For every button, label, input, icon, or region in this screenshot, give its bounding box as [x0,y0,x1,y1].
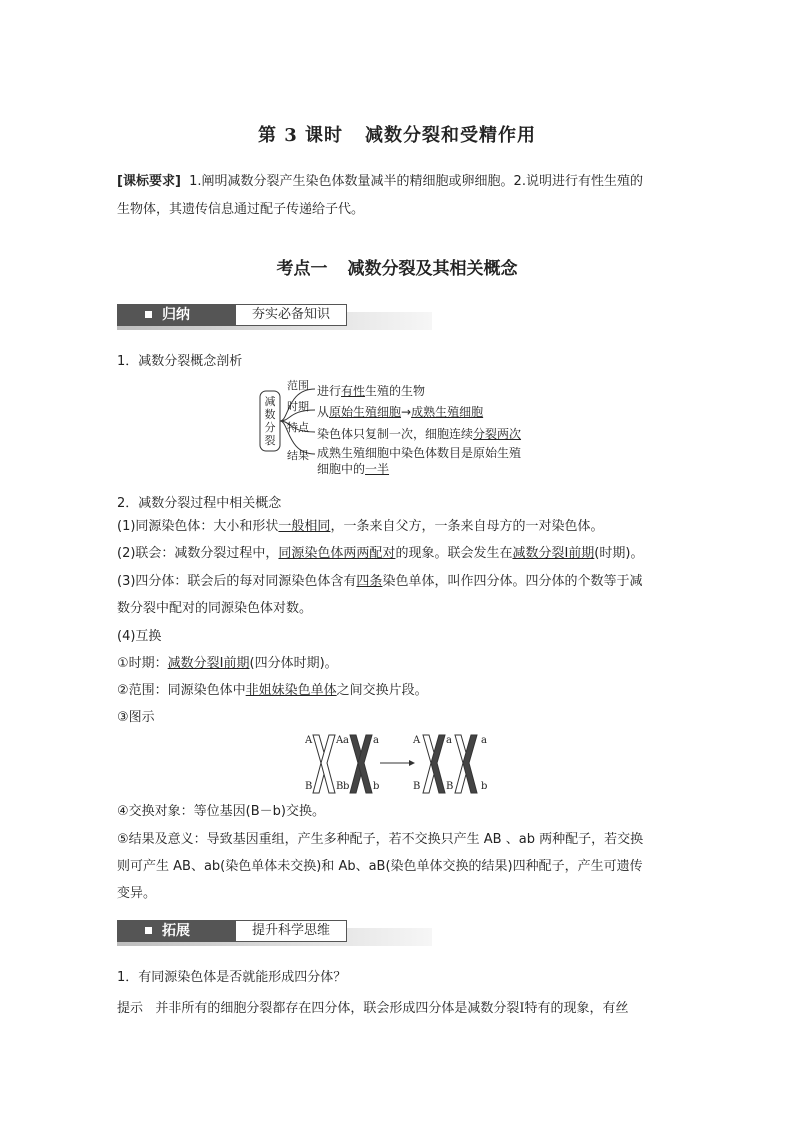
section-heading [0,254,794,279]
row-key: 特点 [287,421,309,434]
diagram-row-scope [287,377,309,393]
crossover-scope [117,682,687,700]
underlined-answer: 同源染色体两两配对 [278,546,396,561]
diagram-row-feature-text [317,425,521,442]
banner-induction [117,304,432,328]
question-1: 1．有同源染色体是否就能形成四分体？ [117,970,347,985]
underlined-answer: 减数分裂Ⅰ前期 [512,546,595,561]
banner-extension [117,920,432,944]
diagram-row-period-text [317,403,483,420]
crossover-period [117,655,687,673]
concept-synapsis [117,545,687,563]
svg-text:B: B [446,781,454,792]
row-key: 结果 [287,449,309,462]
concept-crossover: (4)互换 [117,629,162,644]
crossover-result-line1: ⑤结果及意义：导致基因重组，产生多种配子，若不交换只产生 AB 、ab 两种配子，若交换 [117,832,644,847]
crossover-result-line3: 变异。 [117,886,157,901]
curriculum-standard [117,168,682,224]
subheading-2: 2．减数分裂过程中相关概念 [117,496,282,511]
svg-text:A: A [336,735,344,746]
svg-text:b: b [481,781,488,792]
page-title [0,121,794,147]
crossover-result-line2: 则可产生 AB、ab(染色单体未交换)和 Ab、aB(染色单体交换的结果)四种配子，产生可遗传 [117,859,643,874]
tip-body: 并非所有的细胞分裂都存在四分体，联会形成四分体是减数分裂Ⅰ特有的现象，有丝 [155,1001,629,1016]
text: 的现象。联会发生在 [395,546,513,561]
underlined-answer: 减数分裂Ⅰ前期 [167,656,250,671]
concept-diagram [259,377,559,477]
banner-box: 夯实必备知识 [235,304,347,326]
row-text: 从 [317,405,330,419]
square-bullet-icon [145,311,152,318]
diagram-row-scope-text [317,382,425,399]
banner-label: 归纳 [162,307,190,323]
banner-label: 拓展 [162,923,190,939]
center-char: 分 [264,421,276,434]
concept-homologous [117,518,687,536]
text: (时期)。 [594,546,644,561]
standard-tag: [课标要求] [117,174,181,189]
crossover-figure-label: ③图示 [117,710,155,725]
concept-tetrad-line2: 数分裂中配对的同源染色体对数。 [117,601,313,616]
svg-text:A: A [413,735,421,746]
concept-tetrad [117,573,687,591]
underlined-answer: 一般相同 [278,519,331,534]
center-char: 数 [264,408,276,421]
crossover-figure [305,731,490,805]
standard-line-1: 1.阐明减数分裂产生染色体数量减半的精细胞或卵细胞。2.说明进行有性生殖的 [189,174,643,189]
text: (2)联会：减数分裂过程中， [117,546,279,561]
section-title: 减数分裂及其相关概念 [347,259,518,279]
section-number: 考点一 [276,259,328,279]
row-underline: 成熟生殖细胞 [411,405,484,419]
lesson-title: 减数分裂和受精作用 [365,125,537,146]
text: 染色单体，叫作四分体。四分体的个数等于减 [382,574,643,589]
diagram-center [263,395,277,447]
row-underline: 一半 [365,462,390,476]
text: ②范围：同源染色体中 [117,683,246,698]
crossover-object: ④交换对象：等位基因(B－b)交换。 [117,804,325,819]
svg-text:b: b [373,781,380,792]
subheading-1: 1．减数分裂概念剖析 [117,354,243,369]
svg-text:B: B [305,781,313,792]
center-char: 减 [264,395,276,408]
svg-text:b: b [343,781,350,792]
banner-box: 提升科学思维 [235,920,347,942]
svg-text:a: a [446,735,452,746]
row-key: 范围 [287,379,309,392]
svg-text:a: a [373,735,379,746]
center-char: 裂 [264,434,276,447]
svg-text:A: A [305,735,313,746]
row-underline: 有性 [341,384,366,398]
svg-text:a: a [343,735,349,746]
tip-tag: 提示 [117,1001,144,1016]
diagram-row-result-text [317,445,521,477]
row-text: 生殖的生物 [365,384,426,398]
standard-line-2: 生物体，其遗传信息通过配子传递给子代。 [117,202,365,217]
row-underline: 分裂两次 [473,427,522,441]
row-text: 染色体只复制一次，细胞连续 [317,427,474,441]
underlined-answer: 四条 [356,574,383,589]
text: ，一条来自父方，一条来自母方的一对染色体。 [330,519,604,534]
svg-text:B: B [413,781,421,792]
tip-text [117,997,687,1016]
text: (3)四分体：联会后的每对同源染色体含有 [117,574,357,589]
row-text: 成熟生殖细胞中染色体数目是原始生殖 [317,446,522,460]
text: 之间交换片段。 [336,683,428,698]
row-key: 时期 [287,400,309,413]
svg-text:B: B [336,781,344,792]
svg-text:a: a [481,735,487,746]
row-text: 进行 [317,384,342,398]
chromosome-illustration [305,731,490,801]
text: (1)同源染色体：大小和形状 [117,519,279,534]
text: (四分体时期)。 [249,656,338,671]
arrow-icon: → [401,405,412,419]
lesson-number: 第 3 课时 [257,125,344,146]
row-underline: 原始生殖细胞 [329,405,402,419]
underlined-answer: 非姐妹染色单体 [245,683,337,698]
row-text: 细胞中的 [317,462,366,476]
text: ①时期： [117,656,168,671]
square-bullet-icon [145,927,152,934]
